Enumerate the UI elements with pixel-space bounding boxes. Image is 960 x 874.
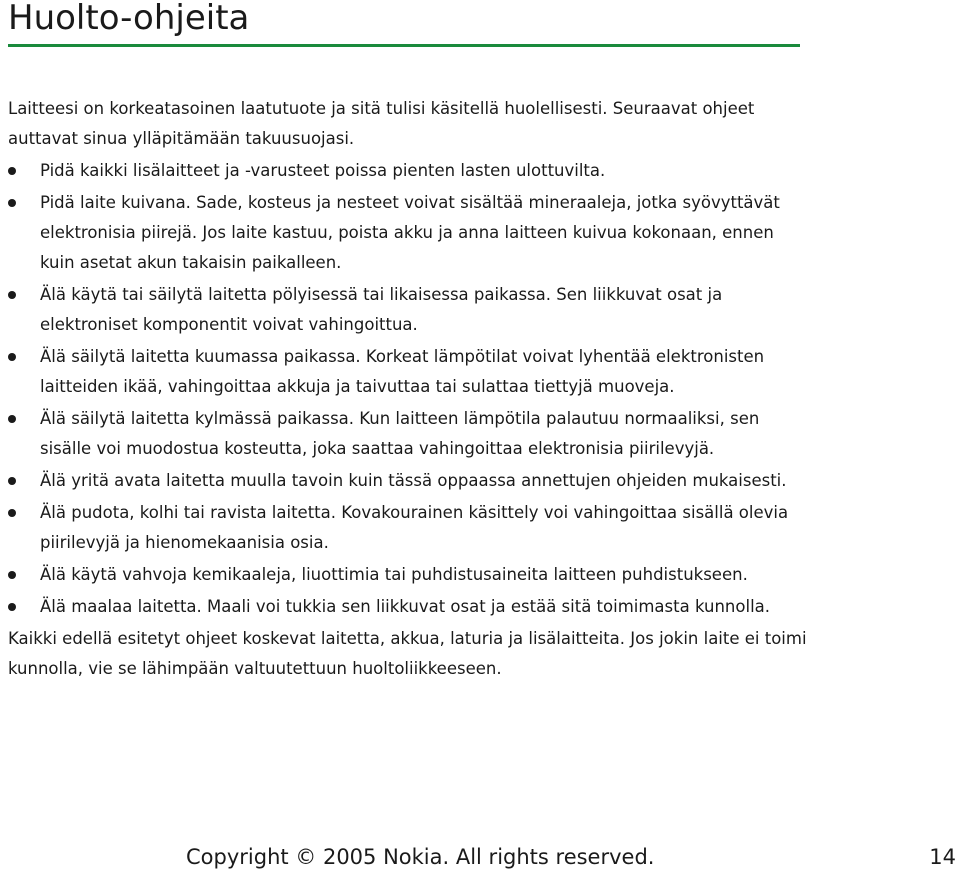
list-item-text: Älä pudota, kolhi tai ravista laitetta. Kovakourainen käsittely voi vahingoittaa sisällä olevia piirilevyjä ja hienomekaanisia osia. bbox=[40, 503, 789, 552]
bullet-icon bbox=[8, 603, 16, 611]
list-item-text: Älä käytä vahvoja kemikaaleja, liuottimia tai puhdistusaineita laitteen puhdistukseen. bbox=[40, 565, 748, 584]
list-item bbox=[8, 342, 808, 402]
list-item-text: Älä käytä tai säilytä laitetta pölyisessä tai likaisessa paikassa. Sen liikkuvat osat ja elektroniset komponentit voivat vahingoittua. bbox=[40, 285, 723, 334]
list-item bbox=[8, 280, 808, 340]
intro-paragraph: Laitteesi on korkeatasoinen laatutuote ja sitä tulisi käsitellä huolellisesti. Seuraavat ohjeet auttavat sinua ylläpitämään takuusuojasi. bbox=[8, 99, 755, 148]
list-item bbox=[8, 188, 808, 278]
list-item bbox=[8, 404, 808, 464]
page-number: 14 bbox=[929, 845, 956, 869]
page-title: Huolto-ohjeita bbox=[8, 0, 250, 38]
bullet-icon bbox=[8, 415, 16, 423]
list-item-text: Pidä kaikki lisälaitteet ja -varusteet poissa pienten lasten ulottuvilta. bbox=[40, 161, 606, 180]
list-item-text: Pidä laite kuivana. Sade, kosteus ja nesteet voivat sisältää mineraaleja, jotka syövyttävät elektronisia piirejä. Jos laite kastuu, poista akku ja anna laitteen kuivua kokonaan, ennen kuin asetat akun takaisin paikalleen. bbox=[40, 193, 780, 272]
bullet-icon bbox=[8, 353, 16, 361]
bullet-icon bbox=[8, 571, 16, 579]
bullet-icon bbox=[8, 167, 16, 175]
care-instructions-list bbox=[8, 156, 808, 622]
list-item-text: Älä säilytä laitetta kuumassa paikassa. Korkeat lämpötilat voivat lyhentää elektronisten laitteiden ikää, vahingoittaa akkuja ja taivuttaa tai sulattaa tiettyjä muoveja. bbox=[40, 347, 765, 396]
list-item bbox=[8, 498, 808, 558]
bullet-icon bbox=[8, 509, 16, 517]
bullet-icon bbox=[8, 199, 16, 207]
footer-copyright: Copyright © 2005 Nokia. All rights reserved. bbox=[186, 845, 655, 869]
closing-paragraph: Kaikki edellä esitetyt ohjeet koskevat laitetta, akkua, laturia ja lisälaitteita. Jos jokin laite ei toimi kunnolla, vie se lähimpään valtuutettuun huoltoliikkeeseen. bbox=[8, 629, 807, 678]
list-item bbox=[8, 156, 808, 186]
bullet-icon bbox=[8, 477, 16, 485]
list-item bbox=[8, 560, 808, 590]
list-item-text: Älä säilytä laitetta kylmässä paikassa. Kun laitteen lämpötila palautuu normaaliksi, sen sisälle voi muodostua kosteutta, joka saattaa vahingoittaa elektronisia piirilevyjä. bbox=[40, 409, 760, 458]
list-item-text: Älä yritä avata laitetta muulla tavoin kuin tässä oppaassa annettujen ohjeiden mukaisesti. bbox=[40, 471, 787, 490]
list-item-text: Älä maalaa laitetta. Maali voi tukkia sen liikkuvat osat ja estää sitä toimimasta kunnolla. bbox=[40, 597, 771, 616]
list-item bbox=[8, 466, 808, 496]
document-body bbox=[8, 94, 808, 684]
title-underline-rule bbox=[8, 44, 800, 47]
bullet-icon bbox=[8, 291, 16, 299]
list-item bbox=[8, 592, 808, 622]
